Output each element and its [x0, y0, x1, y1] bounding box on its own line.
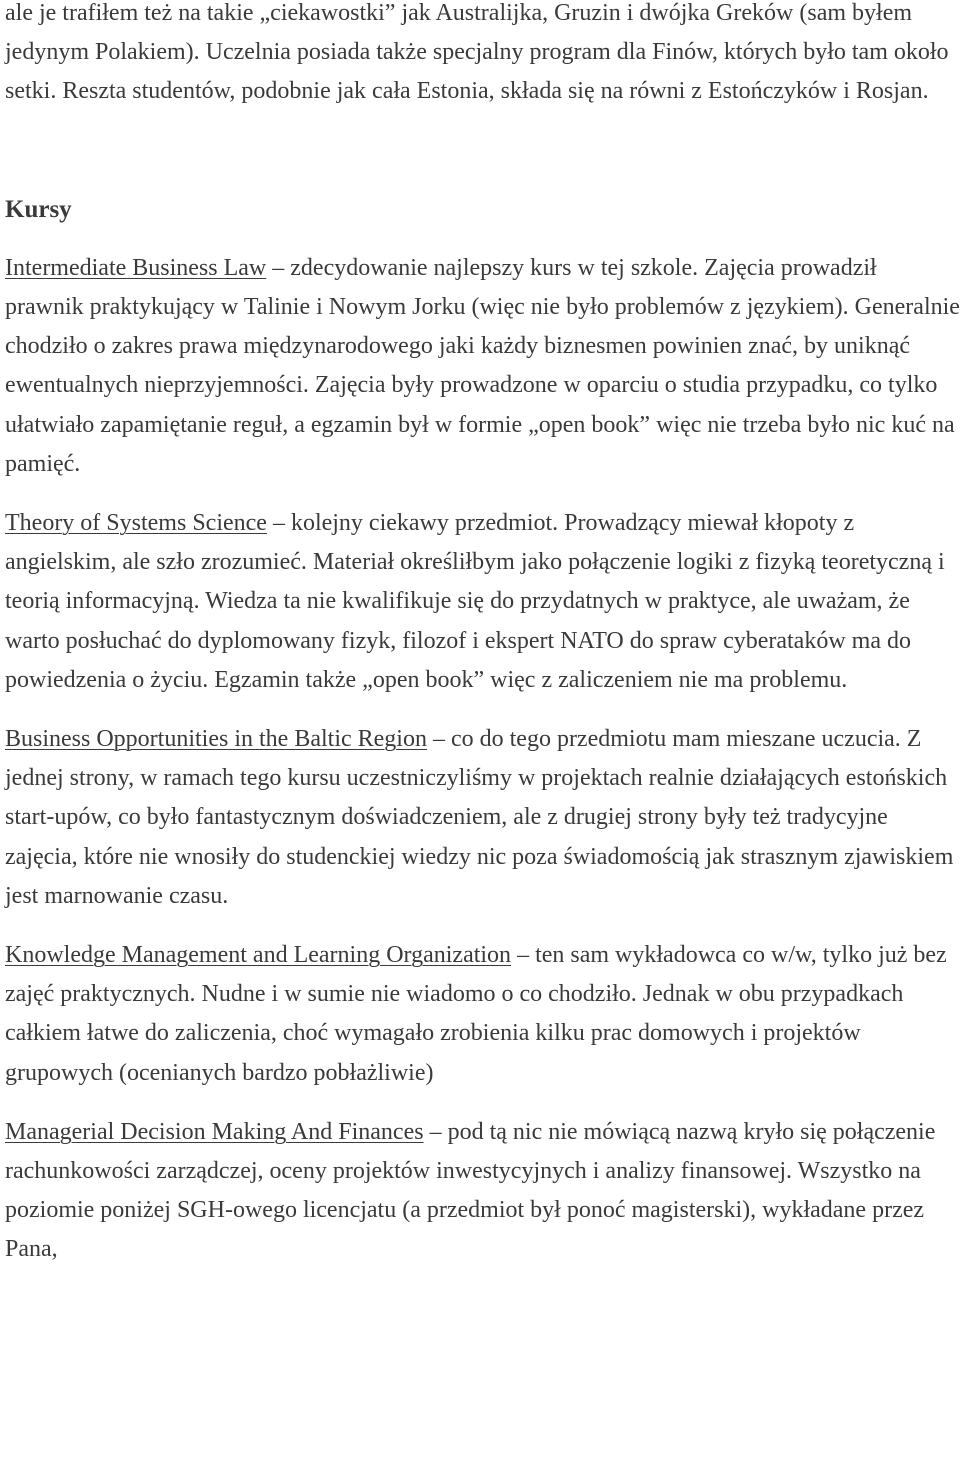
section-heading: Kursy [5, 195, 72, 223]
course-name: Business Opportunities in the Baltic Region [5, 726, 427, 753]
course-name: Managerial Decision Making And Finances [5, 1118, 424, 1145]
course-description: – zdecydowanie najlepszy kurs w tej szkole. Zajęcia prowadził prawnik praktykujący w Talinie i Nowym Jorku (więc nie było problemów z językiem). Generalnie chodziło o zakres prawa międzynarodowego jaki każdy biznesmen powinien znać, by uniknąć ewentualnych nieprzyjemności. Zajęcia były prowadzone w oparciu o studia przypadku, co tylko ułatwiało zapamiętanie reguł, a egzamin był w formie „open book” więc nie trzeba było nic kuć na pamięć. [5, 254, 960, 477]
course-name: Theory of Systems Science [5, 510, 267, 537]
course-paragraph-decision-making [5, 1113, 960, 1270]
course-name: Intermediate Business Law [5, 254, 267, 281]
course-name: Knowledge Management and Learning Organization [5, 942, 512, 969]
course-description: – co do tego przedmiotu mam mieszane uczucia. Z jednej strony, w ramach tego kursu uczestniczyliśmy w projektach realnie działających estońskich start-upów, co było fantastycznym doświadczeniem, ale z drugiej strony były też tradycyjne zajęcia, które nie wnosiły do studenckiej wiedzy nic poza świadomością jak strasznym zjawiskiem jest marnowanie czasu. [5, 726, 954, 909]
course-description: – kolejny ciekawy przedmiot. Prowadzący miewał kłopoty z angielskim, ale szło zrozumieć. Materiał określiłbym jako połączenie logiki z fizyką teoretyczną i teorią informacyjną. Wiedza ta nie kwalifikuje się do przydatnych w praktyce, ale uważam, że warto posłuchać do dyplomowany fizyk, filozof i ekspert NATO do spraw cyberataków ma do powiedzenia o życiu. Egzamin także „open book” więc z zaliczeniem nie ma problemu. [5, 510, 945, 693]
course-description: – pod tą nic nie mówiącą nazwą kryło się połączenie rachunkowości zarządczej, oceny projektów inwestycyjnych i analizy finansowej. Wszystko na poziomie poniżej SGH-owego licencjatu (a przedmiot był ponoć magisterski), wykładane przez Pana, [5, 1118, 936, 1263]
course-paragraph-baltic-region [5, 720, 960, 916]
intro-paragraph: ale je trafiłem też na takie „ciekawostki” jak Australijka, Gruzin i dwójka Greków (sam byłem jedynym Polakiem). Uczelnia posiada także specjalny program dla Finów, których było tam około setki. Reszta studentów, podobnie jak cała Estonia, składa się na równi z Estończyków i Rosjan. [5, 0, 949, 105]
document-page [5, 0, 960, 1290]
course-paragraph-knowledge-management [5, 936, 960, 1093]
course-paragraph-business-law [5, 249, 960, 484]
course-paragraph-systems-science [5, 504, 960, 700]
course-description: – ten sam wykładowca co w/w, tylko już bez zajęć praktycznych. Nudne i w sumie nie wiadomo o co chodziło. Jednak w obu przypadkach całkiem łatwe do zaliczenia, choć wymagało zrobienia kilku prac domowych i projektów grupowych (ocenianych bardzo pobłażliwie) [5, 942, 947, 1086]
